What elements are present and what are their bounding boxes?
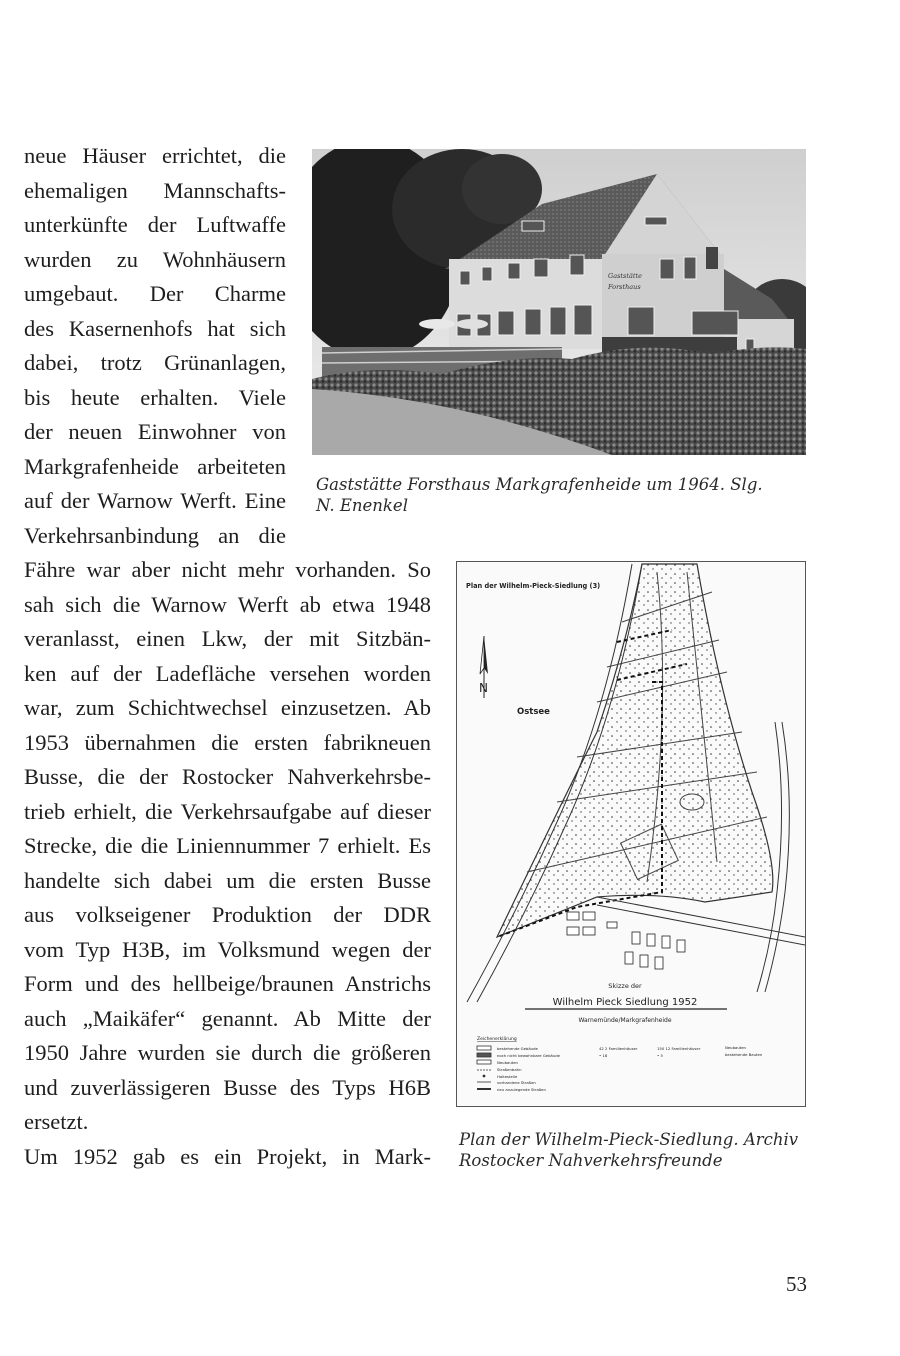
legend-count: • 18	[599, 1053, 608, 1058]
legend-item: Straßenbahn	[497, 1067, 522, 1072]
text-line: Um 1952 gab es ein Projekt, in Mark-	[24, 1144, 431, 1169]
map-legend	[477, 1036, 763, 1092]
map-header: Plan der Wilhelm-Pieck-Siedlung (3)	[466, 582, 601, 590]
map-subtitle: Warnemünde/Markgrafenheide	[578, 1017, 672, 1024]
map-caption-line: Plan der Wilhelm-Pieck-Siedlung. Archiv	[459, 1130, 799, 1149]
text-line: Busse, die der Rostocker Nahverkehrsbe-	[24, 764, 431, 789]
text-line: neue Häuser errichtet, die	[24, 143, 286, 168]
text-line: veranlasst, einen Lkw, der mit Sitzbän-	[24, 626, 431, 651]
text-line: bis heute erhalten. Viele	[24, 385, 286, 410]
text-line: des Kasernenhofs hat sich	[24, 316, 286, 341]
text-line: Fähre war aber nicht mehr vorhanden. So	[24, 557, 431, 582]
photo-caption-line: Gaststätte Forsthaus Markgrafenheide um 1964. Slg.	[316, 475, 763, 494]
legend-heading: Zeichenerklärung	[477, 1037, 517, 1042]
legend-count: bestehende Bauten	[725, 1052, 763, 1057]
text-line: ehemaligen Mannschafts-	[24, 178, 286, 203]
text-line: der neuen Einwohner von	[24, 419, 286, 444]
text-line: vom Typ H3B, im Volksmund wegen der	[24, 937, 431, 962]
text-line: Markgrafenheide arbeiteten	[24, 454, 286, 479]
text-line: und zuverlässigeren Busse des Typs H6B	[24, 1075, 431, 1100]
text-line: ersetzt.	[24, 1109, 89, 1134]
north-label: N	[479, 681, 488, 695]
text-line: 1950 Jahre wurden sie durch die größeren	[24, 1040, 431, 1065]
map-caption-line: Rostocker Nahverkehrsfreunde	[459, 1151, 723, 1170]
legend-swatches	[477, 1046, 491, 1089]
text-line: Form und des hellbeige/braunen Anstrichs	[24, 971, 431, 996]
text-line: sah sich die Warnow Werft ab etwa 1948	[24, 592, 431, 617]
page-number: 53	[786, 1272, 807, 1296]
photo-gaststaette-forsthaus	[312, 149, 806, 455]
legend-item: noch nicht bewohnbare Gebäude	[497, 1053, 560, 1058]
building-sign-line-1: Gaststätte	[608, 272, 642, 280]
map-caption	[459, 1129, 829, 1171]
map-wilhelm-pieck-siedlung	[456, 561, 806, 1107]
text-line: 1953 übernahmen die ersten fabrikneuen	[24, 730, 431, 755]
building-sign-line-2: Forsthaus	[608, 283, 641, 291]
text-line: wurden zu Wohnhäusern	[24, 247, 286, 272]
text-line: unterkünfte der Luftwaffe	[24, 212, 286, 237]
map-drawing	[457, 562, 805, 1106]
text-line: war, zum Schichtwechsel einzusetzen. Ab	[24, 695, 431, 720]
legend-item: neu anzulegende Straßen	[497, 1087, 546, 1092]
legend-count: 42 2 Familienhäuser	[599, 1046, 638, 1051]
text-line: Strecke, die die Liniennummer 7 erhielt. Es	[24, 833, 431, 858]
text-line: aus volkseigener Produktion der DDR	[24, 902, 431, 927]
text-line: Verkehrsanbindung an die	[24, 523, 286, 548]
text-line: umgebaut. Der Charme	[24, 281, 286, 306]
legend-item: vorhandene Straßen	[497, 1080, 536, 1085]
legend-count: Neubauten	[725, 1045, 746, 1050]
photo-caption	[316, 474, 810, 516]
text-line: dabei, trotz Grünanlagen,	[24, 350, 286, 375]
text-line: trieb erhielt, die Verkehrsaufgabe auf dieser	[24, 799, 431, 824]
legend-item: Neubauten	[497, 1060, 518, 1065]
map-title-small: Skizze der	[608, 982, 642, 990]
sea-label: Ostsee	[517, 707, 550, 717]
text-line: auch „Maikäfer“ genannt. Ab Mitte der	[24, 1006, 431, 1031]
text-line: ken auf der Ladefläche versehen worden	[24, 661, 431, 686]
legend-item: Haltestelle	[497, 1074, 518, 1079]
map-title-main: Wilhelm Pieck Siedlung 1952	[552, 997, 698, 1008]
photo-illustration	[312, 149, 806, 455]
photo-caption-line: N. Enenkel	[316, 496, 408, 515]
settlement-plan	[467, 564, 805, 1002]
text-line: auf der Warnow Werft. Eine	[24, 488, 286, 513]
legend-count: 150 12 Familienhäuser	[657, 1046, 701, 1051]
legend-item: bestehende Gebäude	[497, 1046, 538, 1051]
legend-count: • 5	[657, 1053, 663, 1058]
text-line: handelte sich dabei um die ersten Busse	[24, 868, 431, 893]
